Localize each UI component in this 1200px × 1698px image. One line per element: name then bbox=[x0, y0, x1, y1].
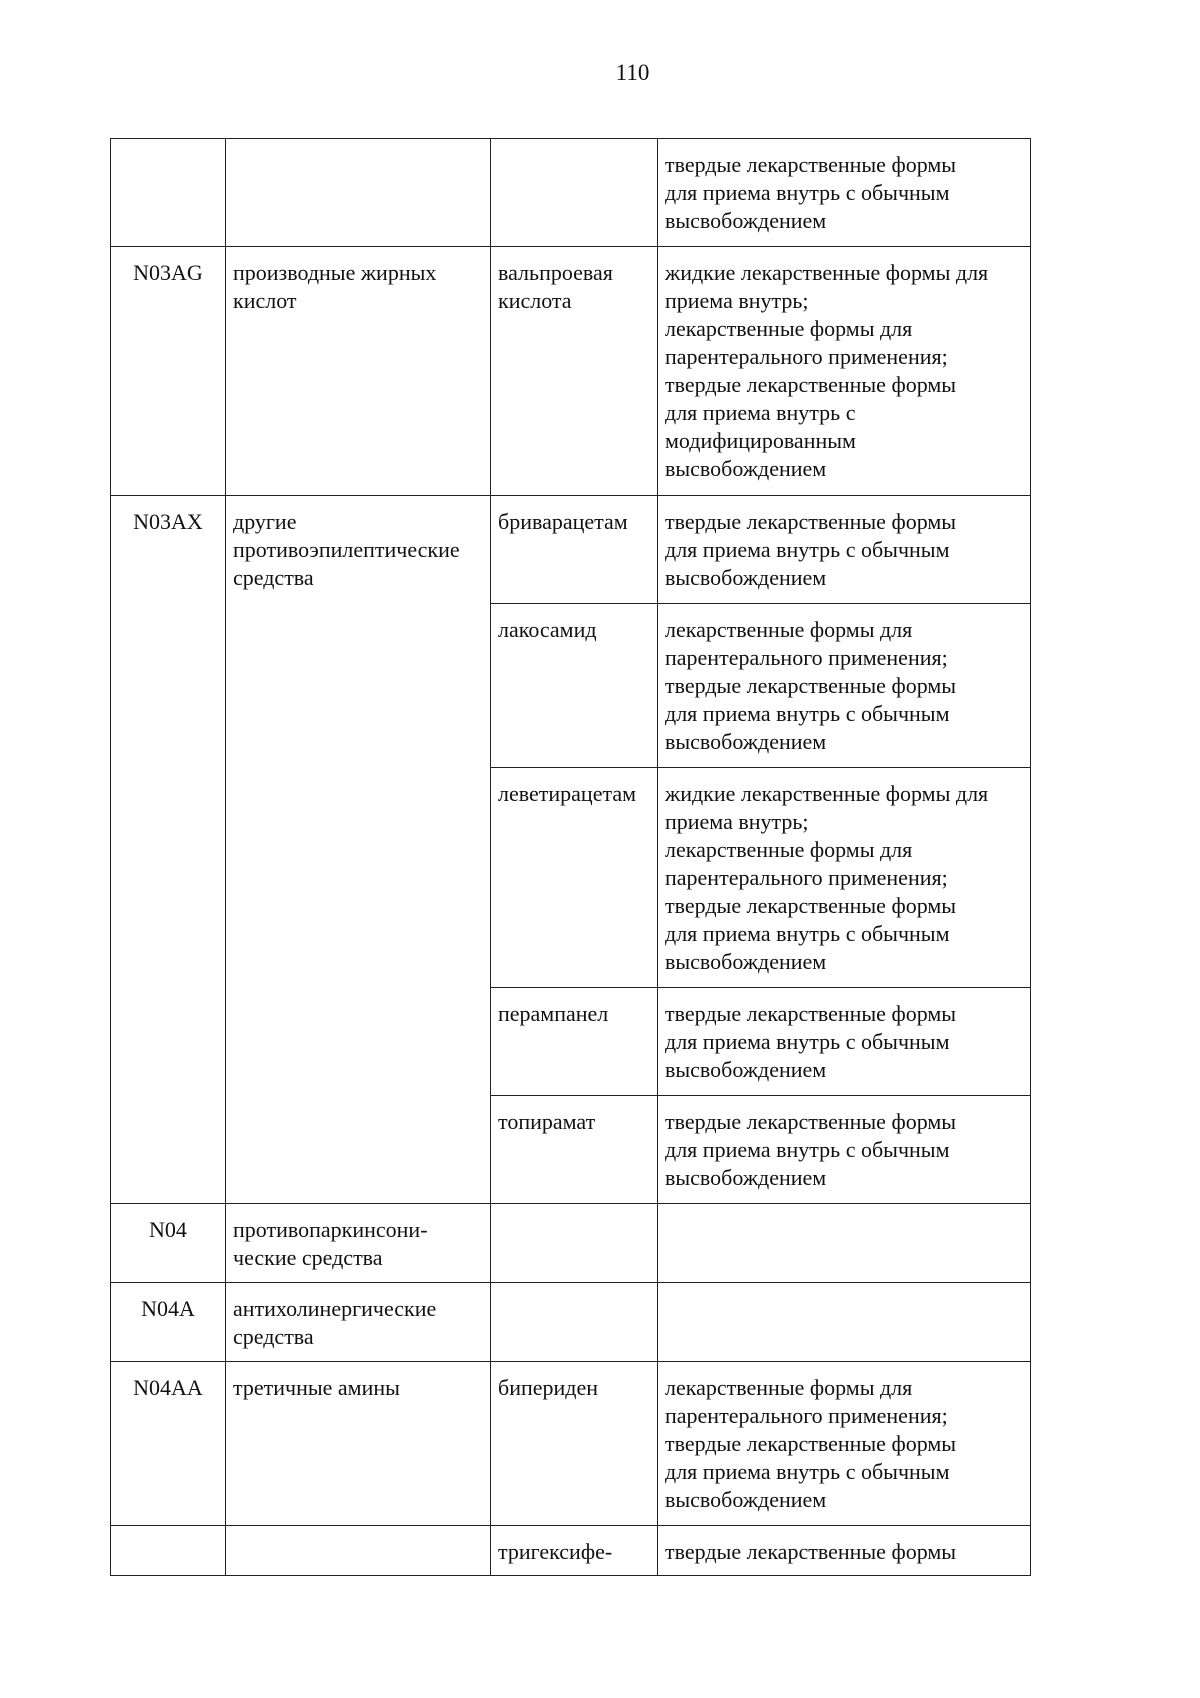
dosage-form-line: жидкие лекарственные формы для bbox=[665, 781, 989, 806]
group-name-line: противоэпилептические bbox=[233, 537, 460, 562]
drug-name-cell bbox=[491, 1283, 658, 1362]
table-row bbox=[111, 1526, 1031, 1576]
group-name-line: антихолинергические bbox=[233, 1296, 437, 1321]
atc-code-cell: N04 bbox=[111, 1204, 226, 1283]
group-name-line: другие bbox=[233, 509, 297, 534]
dosage-form-line: твердые лекарственные формы bbox=[665, 673, 957, 698]
table-row bbox=[111, 247, 1031, 496]
drug-name-cell: леветирацетам bbox=[491, 768, 658, 988]
drug-name-cell: перампанел bbox=[491, 988, 658, 1096]
drug-name-cell bbox=[491, 1526, 658, 1576]
drug-name-line: тригексифе- bbox=[498, 1539, 613, 1564]
drug-name-cell: топирамат bbox=[491, 1096, 658, 1204]
table-row bbox=[111, 1204, 1031, 1283]
group-name-line: средства bbox=[233, 565, 314, 590]
dosage-form-line: для приема внутрь с обычным bbox=[665, 921, 950, 946]
dosage-form-line: твердые лекарственные формы bbox=[665, 372, 957, 397]
dosage-form-line: лекарственные формы для bbox=[665, 316, 913, 341]
dosage-form-line: лекарственные формы для bbox=[665, 837, 913, 862]
drug-name-cell bbox=[491, 139, 658, 247]
page-number: 110 bbox=[615, 60, 650, 85]
dosage-forms-cell bbox=[658, 1526, 1031, 1576]
table-row bbox=[111, 496, 1031, 604]
atc-code-cell: N03AX bbox=[111, 496, 226, 1204]
dosage-form-line: высвобождением bbox=[665, 456, 827, 481]
dosage-form-line: твердые лекарственные формы bbox=[665, 893, 957, 918]
dosage-form-line: лекарственные формы для bbox=[665, 617, 913, 642]
table-row bbox=[111, 1362, 1031, 1526]
drug-name-line: кислота bbox=[498, 288, 572, 313]
group-name-cell bbox=[226, 1526, 491, 1576]
dosage-forms-cell bbox=[658, 1283, 1031, 1362]
dosage-form-line: парентерального применения; bbox=[665, 865, 948, 890]
group-name-line: производные жирных bbox=[233, 260, 437, 285]
dosage-form-line: для приема внутрь с bbox=[665, 400, 856, 425]
dosage-forms-cell bbox=[658, 768, 1031, 988]
drug-name-cell bbox=[491, 1204, 658, 1283]
dosage-forms-cell bbox=[658, 247, 1031, 496]
atc-code-cell bbox=[111, 139, 226, 247]
dosage-form-line: твердые лекарственные формы bbox=[665, 152, 957, 177]
dosage-form-line: жидкие лекарственные формы для bbox=[665, 260, 989, 285]
dosage-form-line: высвобождением bbox=[665, 565, 827, 590]
group-name-line: противопаркинсони- bbox=[233, 1217, 428, 1242]
dosage-form-line: высвобождением bbox=[665, 949, 827, 974]
dosage-form-line: парентерального применения; bbox=[665, 645, 948, 670]
dosage-form-line: приема внутрь; bbox=[665, 288, 809, 313]
group-name-cell bbox=[226, 1204, 491, 1283]
group-name-line: средства bbox=[233, 1324, 314, 1349]
group-name-cell bbox=[226, 1362, 491, 1526]
drug-name-cell: лакосамид bbox=[491, 604, 658, 768]
dosage-form-line: для приема внутрь с обычным bbox=[665, 1459, 950, 1484]
drug-name-cell: бриварацетам bbox=[491, 496, 658, 604]
group-name-line: кислот bbox=[233, 288, 297, 313]
dosage-form-line: для приема внутрь с обычным bbox=[665, 1137, 950, 1162]
dosage-forms-cell bbox=[658, 988, 1031, 1096]
dosage-form-line: модифицированным bbox=[665, 428, 856, 453]
group-name-cell bbox=[226, 1283, 491, 1362]
dosage-form-line: твердые лекарственные формы bbox=[665, 1431, 957, 1456]
dosage-form-line: твердые лекарственные формы bbox=[665, 509, 957, 534]
atc-code-cell: N03AG bbox=[111, 247, 226, 496]
dosage-form-line: парентерального применения; bbox=[665, 1403, 948, 1428]
dosage-form-line: твердые лекарственные формы bbox=[665, 1109, 957, 1134]
dosage-forms-cell bbox=[658, 604, 1031, 768]
group-name-line: ческие средства bbox=[233, 1245, 383, 1270]
table-row bbox=[111, 139, 1031, 247]
drug-name-line: бипериден bbox=[498, 1375, 599, 1400]
drug-name-cell bbox=[491, 247, 658, 496]
drug-name-cell bbox=[491, 1362, 658, 1526]
dosage-form-line: высвобождением bbox=[665, 729, 827, 754]
group-name-cell bbox=[226, 247, 491, 496]
dosage-forms-cell bbox=[658, 496, 1031, 604]
dosage-form-line: высвобождением bbox=[665, 1165, 827, 1190]
group-name-cell bbox=[226, 496, 491, 1204]
dosage-form-line: для приема внутрь с обычным bbox=[665, 180, 950, 205]
group-name-line: третичные амины bbox=[233, 1375, 400, 1400]
dosage-form-line: для приема внутрь с обычным bbox=[665, 1029, 950, 1054]
atc-code-cell: N04AA bbox=[111, 1362, 226, 1526]
dosage-form-line: высвобождением bbox=[665, 208, 827, 233]
dosage-form-line: высвобождением bbox=[665, 1487, 827, 1512]
atc-code-cell bbox=[111, 1526, 226, 1576]
table-row bbox=[111, 1283, 1031, 1362]
drug-name-line: вальпроевая bbox=[498, 260, 613, 285]
dosage-forms-cell bbox=[658, 139, 1031, 247]
group-name-cell bbox=[226, 139, 491, 247]
atc-drug-table bbox=[110, 138, 1031, 1576]
dosage-form-line: для приема внутрь с обычным bbox=[665, 701, 950, 726]
dosage-forms-cell bbox=[658, 1204, 1031, 1283]
dosage-forms-cell bbox=[658, 1096, 1031, 1204]
dosage-forms-cell bbox=[658, 1362, 1031, 1526]
dosage-form-line: для приема внутрь с обычным bbox=[665, 537, 950, 562]
atc-code-cell: N04A bbox=[111, 1283, 226, 1362]
dosage-form-line: лекарственные формы для bbox=[665, 1375, 913, 1400]
dosage-form-line: твердые лекарственные формы bbox=[665, 1539, 957, 1564]
dosage-form-line: твердые лекарственные формы bbox=[665, 1001, 957, 1026]
dosage-form-line: высвобождением bbox=[665, 1057, 827, 1082]
dosage-form-line: парентерального применения; bbox=[665, 344, 948, 369]
dosage-form-line: приема внутрь; bbox=[665, 809, 809, 834]
